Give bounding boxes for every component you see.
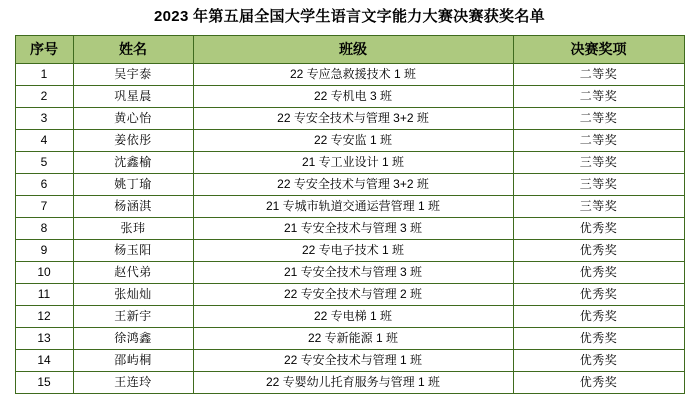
- cell-award: 优秀奖: [513, 284, 684, 306]
- cell-class: 22 专安全技术与管理 3+2 班: [193, 174, 513, 196]
- table-row: [15, 306, 684, 328]
- cell-class: 21 专工业设计 1 班: [193, 152, 513, 174]
- table-row: [15, 262, 684, 284]
- cell-award: 优秀奖: [513, 240, 684, 262]
- cell-index: 2: [15, 86, 73, 108]
- cell-index: 11: [15, 284, 73, 306]
- cell-award: 优秀奖: [513, 306, 684, 328]
- cell-index: 1: [15, 64, 73, 86]
- cell-index: 9: [15, 240, 73, 262]
- table-header: [15, 36, 684, 64]
- cell-class: 22 专婴幼儿托育服务与管理 1 班: [193, 372, 513, 394]
- column-header-name: 姓名: [73, 36, 193, 64]
- page-title: 2023 年第五届全国大学生语言文字能力大赛决赛获奖名单: [154, 8, 545, 25]
- cell-class: 22 专电子技术 1 班: [193, 240, 513, 262]
- column-header-class: 班级: [193, 36, 513, 64]
- table-row: [15, 108, 684, 130]
- cell-index: 7: [15, 196, 73, 218]
- table-row: [15, 130, 684, 152]
- cell-award: 优秀奖: [513, 218, 684, 240]
- cell-index: 8: [15, 218, 73, 240]
- table-row: [15, 152, 684, 174]
- cell-name: 黄心怡: [73, 108, 193, 130]
- table-row: [15, 196, 684, 218]
- cell-award: 三等奖: [513, 152, 684, 174]
- cell-index: 15: [15, 372, 73, 394]
- cell-class: 21 专城市轨道交通运营管理 1 班: [193, 196, 513, 218]
- cell-name: 杨涵淇: [73, 196, 193, 218]
- cell-class: 22 专安监 1 班: [193, 130, 513, 152]
- table-header-row: [15, 36, 684, 64]
- cell-award: 优秀奖: [513, 262, 684, 284]
- cell-award: 三等奖: [513, 174, 684, 196]
- table-row: [15, 218, 684, 240]
- cell-class: 22 专机电 3 班: [193, 86, 513, 108]
- cell-name: 杨玉阳: [73, 240, 193, 262]
- cell-award: 优秀奖: [513, 350, 684, 372]
- cell-index: 6: [15, 174, 73, 196]
- cell-class: 22 专安全技术与管理 1 班: [193, 350, 513, 372]
- cell-name: 赵代弟: [73, 262, 193, 284]
- cell-index: 3: [15, 108, 73, 130]
- cell-award: 优秀奖: [513, 328, 684, 350]
- cell-name: 沈鑫榆: [73, 152, 193, 174]
- cell-name: 巩星晨: [73, 86, 193, 108]
- cell-class: 22 专电梯 1 班: [193, 306, 513, 328]
- table-row: [15, 350, 684, 372]
- table-row: [15, 284, 684, 306]
- cell-award: 二等奖: [513, 130, 684, 152]
- cell-index: 4: [15, 130, 73, 152]
- cell-name: 张灿灿: [73, 284, 193, 306]
- cell-name: 王新宇: [73, 306, 193, 328]
- table-row: [15, 240, 684, 262]
- cell-name: 张玮: [73, 218, 193, 240]
- cell-index: 5: [15, 152, 73, 174]
- table-row: [15, 174, 684, 196]
- cell-name: 邵屿桐: [73, 350, 193, 372]
- cell-award: 二等奖: [513, 64, 684, 86]
- cell-award: 优秀奖: [513, 372, 684, 394]
- cell-name: 姜依彤: [73, 130, 193, 152]
- cell-index: 14: [15, 350, 73, 372]
- cell-award: 三等奖: [513, 196, 684, 218]
- column-header-award: 决赛奖项: [513, 36, 684, 64]
- table-row: [15, 86, 684, 108]
- table-row: [15, 372, 684, 394]
- cell-class: 22 专新能源 1 班: [193, 328, 513, 350]
- cell-index: 12: [15, 306, 73, 328]
- cell-name: 王连玲: [73, 372, 193, 394]
- cell-index: 10: [15, 262, 73, 284]
- award-list-table: [15, 35, 685, 394]
- cell-class: 22 专安全技术与管理 2 班: [193, 284, 513, 306]
- cell-index: 13: [15, 328, 73, 350]
- cell-class: 21 专安全技术与管理 3 班: [193, 262, 513, 284]
- cell-name: 徐鸿鑫: [73, 328, 193, 350]
- cell-class: 21 专安全技术与管理 3 班: [193, 218, 513, 240]
- cell-award: 二等奖: [513, 108, 684, 130]
- cell-name: 吴宇泰: [73, 64, 193, 86]
- column-header-index: 序号: [15, 36, 73, 64]
- cell-class: 22 专应急救援技术 1 班: [193, 64, 513, 86]
- cell-award: 二等奖: [513, 86, 684, 108]
- table-row: [15, 64, 684, 86]
- table-row: [15, 328, 684, 350]
- cell-name: 姚丁瑜: [73, 174, 193, 196]
- table-body: [15, 64, 684, 394]
- cell-class: 22 专安全技术与管理 3+2 班: [193, 108, 513, 130]
